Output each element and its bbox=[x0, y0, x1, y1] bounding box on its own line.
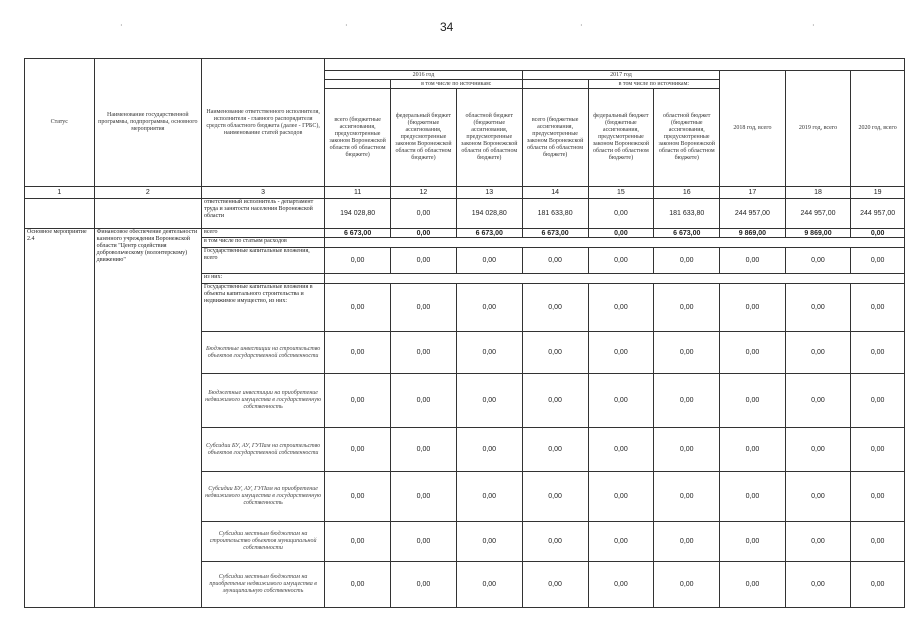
value-cell: 9 869,00 bbox=[785, 229, 851, 238]
value-cell: 0,00 bbox=[654, 374, 720, 428]
row-label: Субсидии местным бюджетам на строительство объектов муниципальной собственности bbox=[202, 522, 325, 562]
value-cell: 0,00 bbox=[456, 374, 522, 428]
value-cell: 0,00 bbox=[851, 248, 905, 274]
header-2020: 2020 год, всего bbox=[851, 71, 905, 187]
value-cell: 0,00 bbox=[588, 562, 654, 608]
value-cell: 6 673,00 bbox=[654, 229, 720, 238]
value-cell: 0,00 bbox=[522, 284, 588, 332]
header-2018: 2018 год, всего bbox=[720, 71, 786, 187]
row-label: Государственные капитальные вложения, всего bbox=[202, 248, 325, 274]
value-cell: 0,00 bbox=[588, 199, 654, 229]
budget-table bbox=[24, 58, 905, 608]
value-cell: 0,00 bbox=[391, 229, 457, 238]
value-cell: 9 869,00 bbox=[720, 229, 786, 238]
status-cell: Основное мероприятие 2.4 bbox=[25, 229, 95, 608]
value-cell: 0,00 bbox=[654, 284, 720, 332]
value-cell: 0,00 bbox=[522, 374, 588, 428]
value-cell: 0,00 bbox=[588, 428, 654, 472]
header-year-2017: 2017 год bbox=[522, 71, 719, 80]
row-label: ответственный исполнитель - департамент труда и занятости населения Воронежской области bbox=[202, 199, 325, 229]
value-cell: 0,00 bbox=[588, 522, 654, 562]
row-label: Субсидии БУ, АУ, ГУПам на строительство объектов государственной собственности bbox=[202, 428, 325, 472]
value-cell: 0,00 bbox=[325, 332, 391, 374]
program-cell bbox=[94, 199, 201, 229]
value-cell: 0,00 bbox=[456, 284, 522, 332]
value-cell: 0,00 bbox=[588, 472, 654, 522]
value-cell: 0,00 bbox=[785, 374, 851, 428]
value-cell: 0,00 bbox=[785, 562, 851, 608]
value-cell: 0,00 bbox=[588, 248, 654, 274]
value-cell: 0,00 bbox=[325, 562, 391, 608]
value-cell: 0,00 bbox=[325, 472, 391, 522]
value-cell: 0,00 bbox=[325, 284, 391, 332]
value-cell: 0,00 bbox=[851, 522, 905, 562]
col-number: 12 bbox=[391, 187, 457, 199]
value-cell: 0,00 bbox=[456, 428, 522, 472]
col-number: 13 bbox=[456, 187, 522, 199]
value-cell: 0,00 bbox=[720, 248, 786, 274]
col-number: 16 bbox=[654, 187, 720, 199]
col-number: 11 bbox=[325, 187, 391, 199]
program-cell: Финансовое обеспечение деятельности казенного учреждения Воронежской области "Центр содействия добровольческому (волонтерскому) движению" bbox=[94, 229, 201, 608]
scan-mark: · bbox=[812, 21, 815, 30]
value-cell: 0,00 bbox=[391, 428, 457, 472]
scan-mark: · bbox=[345, 21, 348, 30]
value-cell: 0,00 bbox=[851, 374, 905, 428]
value-cell: 0,00 bbox=[325, 428, 391, 472]
value-cell: 244 957,00 bbox=[851, 199, 905, 229]
scan-mark: · bbox=[580, 21, 583, 30]
value-cell: 0,00 bbox=[456, 248, 522, 274]
value-cell: 0,00 bbox=[785, 472, 851, 522]
header-status: Статус bbox=[25, 59, 95, 187]
value-cell: 0,00 bbox=[785, 522, 851, 562]
value-cell: 0,00 bbox=[522, 522, 588, 562]
empty-values bbox=[325, 274, 905, 284]
value-cell: 0,00 bbox=[391, 332, 457, 374]
value-cell: 0,00 bbox=[391, 374, 457, 428]
value-cell: 0,00 bbox=[785, 428, 851, 472]
value-cell: 0,00 bbox=[588, 284, 654, 332]
value-cell: 0,00 bbox=[654, 562, 720, 608]
table-row bbox=[25, 229, 905, 238]
value-cell: 0,00 bbox=[325, 522, 391, 562]
row-label: Бюджетные инвестиции на приобретение недвижимого имущества в государственную собственность bbox=[202, 374, 325, 428]
value-cell: 0,00 bbox=[522, 248, 588, 274]
value-cell: 0,00 bbox=[851, 229, 905, 238]
value-cell: 0,00 bbox=[391, 472, 457, 522]
status-cell bbox=[25, 199, 95, 229]
col-number: 18 bbox=[785, 187, 851, 199]
row-label: Субсидии БУ, АУ, ГУПам на приобретение недвижимого имущества в государственную собственность bbox=[202, 472, 325, 522]
column-number-row bbox=[25, 187, 905, 199]
value-cell: 0,00 bbox=[720, 428, 786, 472]
header-executor: Наименование ответственного исполнителя, исполнителя - главного распорядителя средств областного бюджета (далее - ГРБС), наименование статей расходов bbox=[202, 59, 325, 187]
value-cell: 0,00 bbox=[851, 562, 905, 608]
header-incl-2017: в том числе по источникам: bbox=[588, 80, 720, 89]
value-cell: 0,00 bbox=[654, 248, 720, 274]
header-program: Наименование государственной программы, подпрограммы, основного мероприятия bbox=[94, 59, 201, 187]
header-year-2016: 2016 год bbox=[325, 71, 522, 80]
header-empty bbox=[522, 80, 588, 89]
value-cell: 0,00 bbox=[325, 248, 391, 274]
value-cell: 0,00 bbox=[720, 562, 786, 608]
value-cell: 0,00 bbox=[654, 428, 720, 472]
value-cell: 0,00 bbox=[522, 472, 588, 522]
header-total-2017: всего (бюджетные ассигнования, предусмотренные законом Воронежской области об областном бюджете) bbox=[522, 89, 588, 187]
header-regional-2016: областной бюджет (бюджетные ассигнования, предусмотренные законом Воронежской области об областном бюджете) bbox=[456, 89, 522, 187]
value-cell: 0,00 bbox=[588, 332, 654, 374]
value-cell: 6 673,00 bbox=[456, 229, 522, 238]
value-cell: 0,00 bbox=[654, 522, 720, 562]
value-cell: 181 633,80 bbox=[654, 199, 720, 229]
value-cell: 181 633,80 bbox=[522, 199, 588, 229]
value-cell: 0,00 bbox=[851, 332, 905, 374]
value-cell: 0,00 bbox=[720, 522, 786, 562]
page-number: 34 bbox=[440, 20, 454, 34]
value-cell: 0,00 bbox=[720, 332, 786, 374]
value-cell: 244 957,00 bbox=[785, 199, 851, 229]
header-regional-2017: областной бюджет (бюджетные ассигнования, предусмотренные законом Воронежской области об областном бюджете) bbox=[654, 89, 720, 187]
value-cell: 0,00 bbox=[456, 472, 522, 522]
col-number: 17 bbox=[720, 187, 786, 199]
col-number: 15 bbox=[588, 187, 654, 199]
value-cell: 0,00 bbox=[720, 374, 786, 428]
col-number: 2 bbox=[94, 187, 201, 199]
row-label: всего bbox=[202, 229, 325, 238]
value-cell: 0,00 bbox=[456, 562, 522, 608]
value-cell: 6 673,00 bbox=[522, 229, 588, 238]
header-spacer bbox=[325, 59, 905, 71]
value-cell: 6 673,00 bbox=[325, 229, 391, 238]
header-2019: 2019 год, всего bbox=[785, 71, 851, 187]
value-cell: 0,00 bbox=[851, 284, 905, 332]
value-cell: 0,00 bbox=[522, 332, 588, 374]
value-cell: 0,00 bbox=[391, 522, 457, 562]
value-cell: 0,00 bbox=[720, 472, 786, 522]
value-cell: 0,00 bbox=[391, 562, 457, 608]
value-cell: 0,00 bbox=[654, 472, 720, 522]
value-cell: 0,00 bbox=[785, 332, 851, 374]
row-label: Бюджетные инвестиции на строительство объектов государственной собственности bbox=[202, 332, 325, 374]
value-cell: 194 028,80 bbox=[456, 199, 522, 229]
value-cell: 0,00 bbox=[522, 428, 588, 472]
table-row bbox=[25, 199, 905, 229]
value-cell: 0,00 bbox=[456, 332, 522, 374]
value-cell: 0,00 bbox=[785, 248, 851, 274]
value-cell: 0,00 bbox=[851, 428, 905, 472]
header-federal-2016: федеральный бюджет (бюджетные ассигнования, предусмотренные законом Воронежской области об областном бюджете) bbox=[391, 89, 457, 187]
row-label: Государственные капитальные вложения в объекты капитального строительства и недвижимое имущество, из них: bbox=[202, 284, 325, 332]
row-label: из них: bbox=[202, 274, 325, 284]
value-cell: 0,00 bbox=[391, 284, 457, 332]
value-cell: 0,00 bbox=[785, 284, 851, 332]
col-number: 19 bbox=[851, 187, 905, 199]
value-cell: 0,00 bbox=[522, 562, 588, 608]
header-incl-2016: в том числе по источникам: bbox=[391, 80, 523, 89]
value-cell: 0,00 bbox=[391, 199, 457, 229]
value-cell: 0,00 bbox=[654, 332, 720, 374]
header-federal-2017: федеральный бюджет (бюджетные ассигнования, предусмотренные законом Воронежской области об областном бюджете) bbox=[588, 89, 654, 187]
value-cell: 0,00 bbox=[588, 229, 654, 238]
value-cell: 194 028,80 bbox=[325, 199, 391, 229]
value-cell: 0,00 bbox=[456, 522, 522, 562]
col-number: 3 bbox=[202, 187, 325, 199]
col-number: 1 bbox=[25, 187, 95, 199]
row-label: Субсидии местным бюджетам на приобретение недвижимого имущества в муниципальную собственность bbox=[202, 562, 325, 608]
empty-values bbox=[325, 238, 905, 248]
row-label: в том числе по статьям расходов bbox=[202, 238, 325, 248]
value-cell: 0,00 bbox=[391, 248, 457, 274]
col-number: 14 bbox=[522, 187, 588, 199]
header-total-2016: всего (бюджетные ассигнования, предусмотренные законом Воронежской области об областном бюджете) bbox=[325, 89, 391, 187]
value-cell: 0,00 bbox=[325, 374, 391, 428]
header-empty bbox=[325, 80, 391, 89]
value-cell: 0,00 bbox=[851, 472, 905, 522]
value-cell: 244 957,00 bbox=[720, 199, 786, 229]
value-cell: 0,00 bbox=[588, 374, 654, 428]
value-cell: 0,00 bbox=[720, 284, 786, 332]
scan-mark: · bbox=[120, 21, 123, 30]
